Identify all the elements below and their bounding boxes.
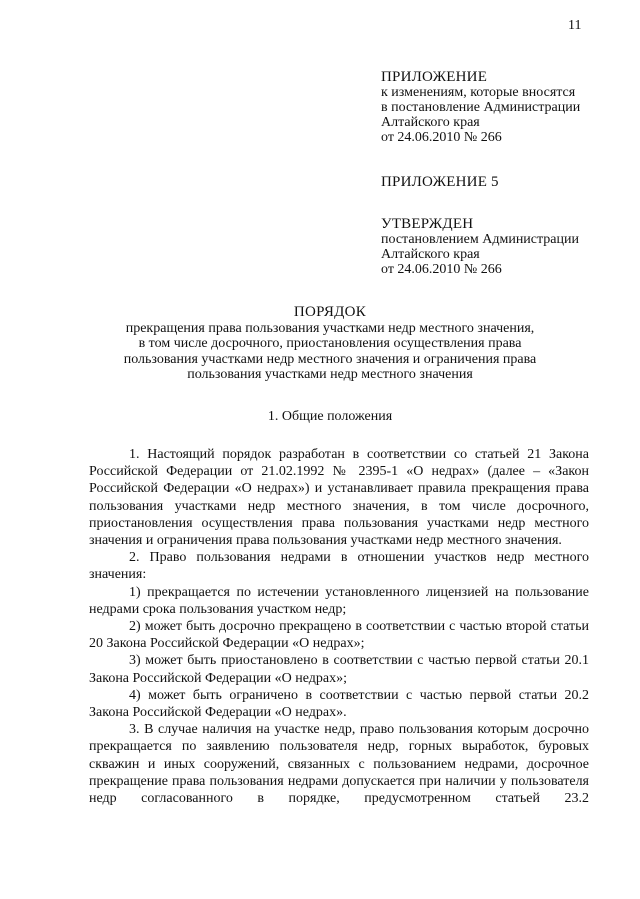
appendix-heading: ПРИЛОЖЕНИЕ (381, 69, 488, 85)
title-line: пользования участками недр местного значения (187, 367, 473, 382)
appendix-line: в постановление Администрации (381, 100, 581, 115)
appendix-line: к изменениям, которые вносятся (381, 85, 576, 100)
appendix-line: Алтайского края (381, 115, 480, 130)
appendix-5-heading: ПРИЛОЖЕНИЕ 5 (381, 174, 499, 190)
appendix-line: от 24.06.2010 № 266 (381, 130, 502, 145)
paragraph-3: 3. В случае наличия на участке недр, право пользования которым досрочно прекращается по заявлению пользователя недр, горных выработок, буровых скважин и иных сооружений, связанных с пользованием недрами, досрочное прекращение права пользования недрами допускается при наличии у пользователя недр согласованного в порядке, предусмотренном статьей 23.2 (89, 722, 589, 807)
document-body (89, 446, 589, 807)
list-item-4: 4) может быть ограничено в соответствии с частью первой статьи 20.2 Закона Российской Федерации «О недрах». (89, 687, 589, 721)
approved-line: от 24.06.2010 № 266 (381, 262, 502, 277)
title-line: прекращения права пользования участками недр местного значения, (125, 320, 535, 336)
list-item-2: 2) может быть досрочно прекращено в соответствии с частью второй статьи 20 Закона Российской Федерации «О недрах»; (89, 619, 589, 652)
approved-line: постановлением Администрации (381, 232, 579, 247)
document-title (80, 305, 580, 383)
appendix-block (381, 70, 621, 277)
section-heading: 1. Общие положения (267, 409, 393, 424)
paragraph-1: 1. Настоящий порядок разработан в соответствии со статьей 21 Закона Российской Федерации от 21.02.1992 № 2395-1 «О недрах» (далее – «Закон Российской Федерации «О недрах») и устанавливает правила прекращения права пользования участками недр местного значения, в том числе досрочного, приостановления осуществления права пользования участками недр местного значения и ограничения права пользования участками недр местного значения. (89, 447, 589, 549)
title-line: пользования участками недр местного значения и ограничения права (123, 351, 537, 367)
list-item-3: 3) может быть приостановлено в соответствии с частью первой статьи 20.1 Закона Российской Федерации «О недрах»; (89, 653, 589, 686)
approved-line: Алтайского края (381, 247, 480, 262)
list-item-1: 1) прекращается по истечении установленного лицензией на пользование недрами срока пользования участком недр; (89, 584, 589, 617)
page-number: 11 (568, 18, 582, 33)
paragraph-2: 2. Право пользования недрами в отношении участков недр местного значения: (89, 550, 589, 583)
title-line: в том числе досрочного, приостановления осуществления права (138, 336, 522, 351)
title-main: ПОРЯДОК (293, 304, 367, 320)
approved-heading: УТВЕРЖДЕН (381, 216, 474, 232)
